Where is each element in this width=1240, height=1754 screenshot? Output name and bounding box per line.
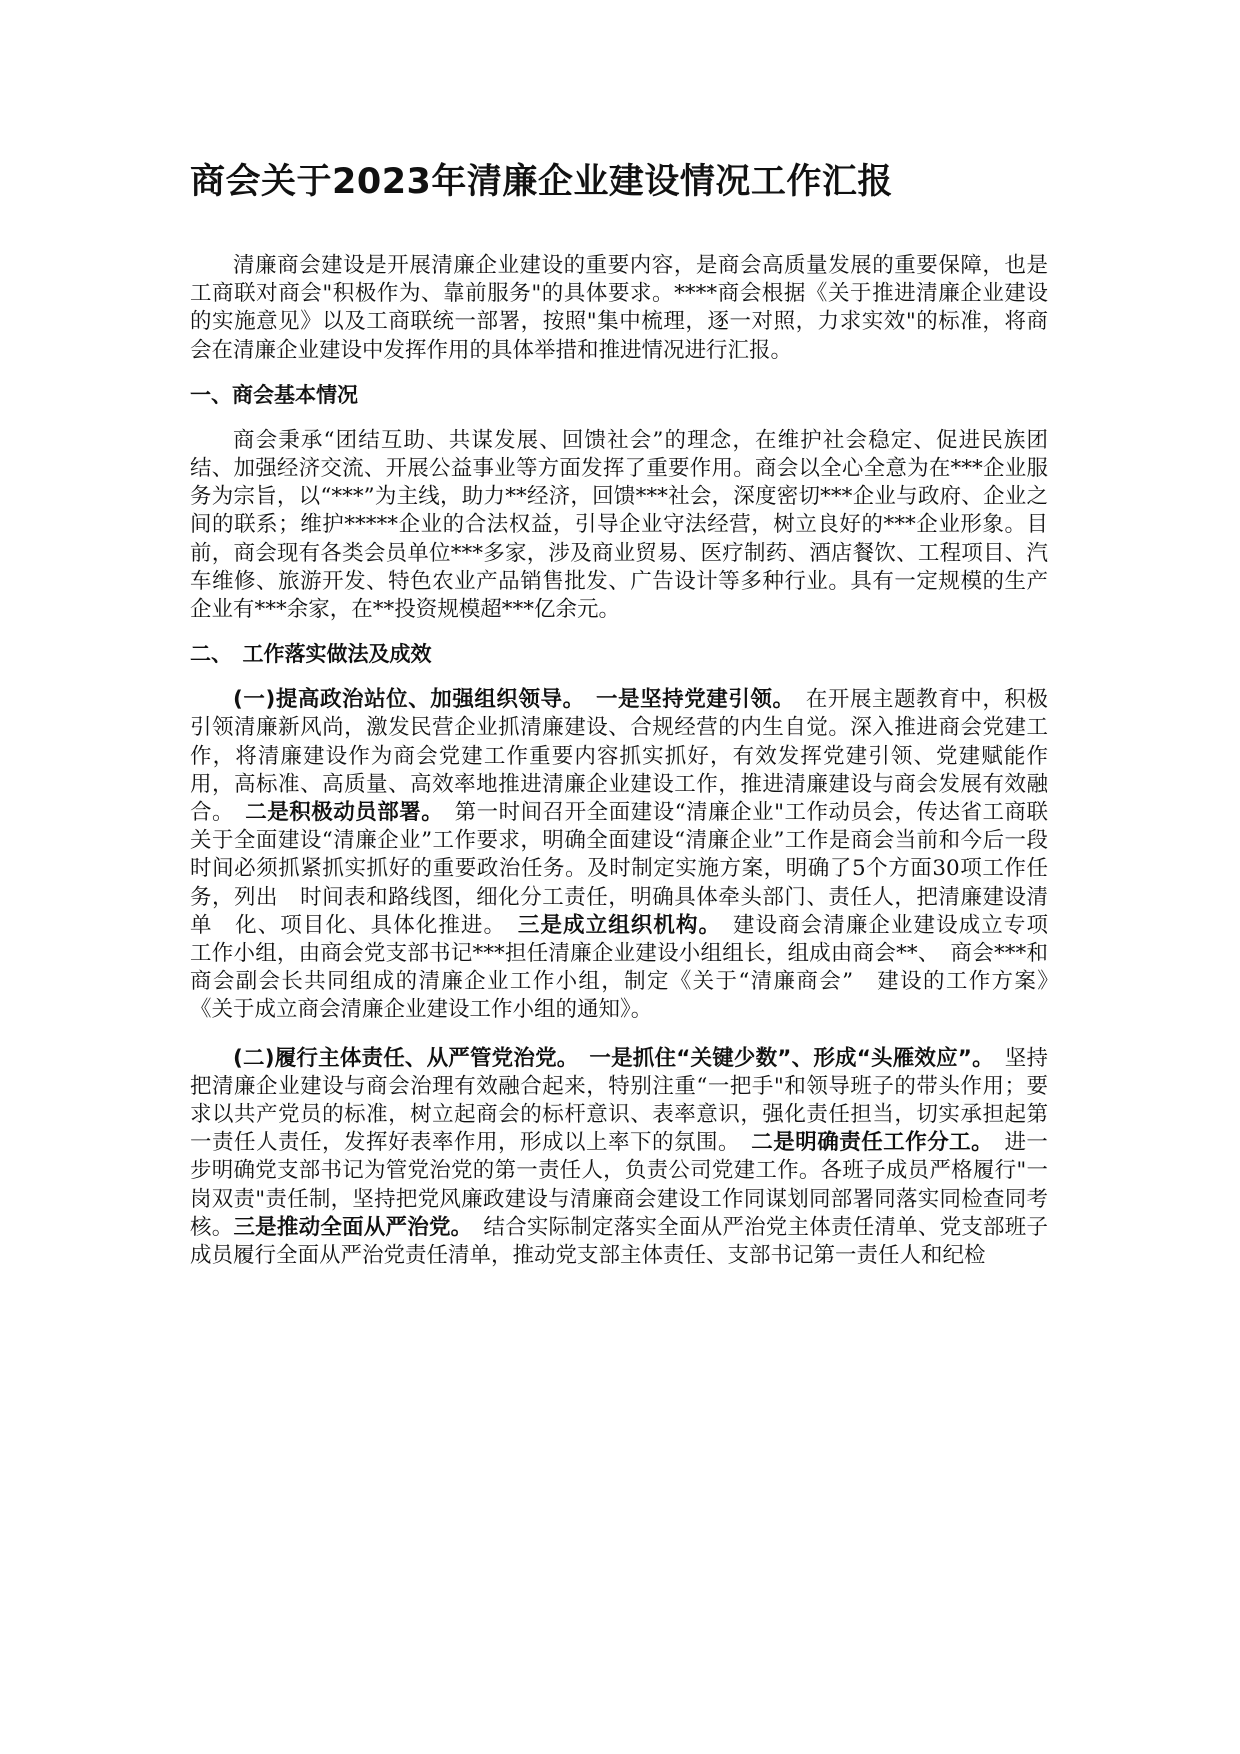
section-heading-basic: 一、商会基本情况 bbox=[190, 382, 358, 407]
subsection-2-title: (二)履行主体责任、从严管党治党。 bbox=[233, 1045, 568, 1071]
point-text: 进一步明确党支部书记为管党治党的第一责任人，负责公司党建工作。各班子成员严格履行"一 岗双责"责任制，坚持把党风廉政建设与清廉商会建设工作同谋划同部署同落实同检查同考核。 bbox=[190, 1130, 1070, 1240]
point-label: 二是明确责任工作分工。 bbox=[751, 1130, 983, 1156]
point-label: 一是坚持党建引领。 bbox=[596, 687, 784, 713]
point-text: 建设商会清廉企业建设成立专项 工作小组，由商会党支部书记***担任清廉企业建设小组组长，组成由商会**、 商会***和商会副会长共同组成的清廉企业工作小组，制定《关于“清廉商会” 建设的工作方案》 《关于成立商会清廉企业建设工作小组的通知》。 bbox=[190, 912, 1070, 1023]
point-text: 结合实际制定落实全面从严治党主体责任清单、党支部班子成员履行全面从严治党责任清单，推动党支部主体责任、支部书记第一责任人和纪检 bbox=[190, 1214, 1048, 1269]
point-text: 在开展主题教育中，积极引领清廉新风尚，激发民营企业抓清廉建设、合规经营的内生自觉。深入推进商会党建工作，将清廉建设作为商会党建工作重要内容抓实抓好，有效发挥党建引领、党建赋能作用，高标准、高质量、高效率地推进清廉企业建设工作，推进清廉建设与商会发展有效融合。 bbox=[190, 687, 1048, 826]
document-title: 商会关于2023年清廉企业建设情况工作汇报 bbox=[190, 162, 893, 202]
subsection-2-paragraph bbox=[190, 1045, 1070, 1271]
point-label: 三是成立组织机构。 bbox=[517, 912, 711, 938]
subsection-1-paragraph bbox=[190, 686, 1070, 1024]
section-heading-work: 二、 工作落实做法及成效 bbox=[190, 642, 432, 667]
point-label: 二是积极动员部署。 bbox=[245, 800, 433, 826]
point-label: 三是推动全面从严治党。 bbox=[233, 1214, 462, 1240]
basic-info-paragraph: 商会秉承“团结互助、共谋发展、回馈社会”的理念，在维护社会稳定、促进民族团结、加强经济交流、开展公益事业等方面发挥了重要作用。商会以全心全意为在***企业服务为宗旨，以“***”为主线，助力**经济，回馈***社会，深度密切***企业与政府、企业之间的联系；维护*****企业的合法权益，引导企业守法经营，树立良好的***企业形象。目前，商会现有各类会员单位***多家，涉及商业贸易、医疗制药、酒店餐饮、工程项目、汽车维修、旅游开发、特色农业产品销售批发、广告设计等多种行业。具有一定规模的生产企业有***余家，在**投资规模超***亿余元。 bbox=[190, 427, 1048, 623]
point-text: 第一时间召开全面建设“清廉企业"工作动员会，传达省工商联关于全面建设“清廉企业”工作要求，明确全面建设“清廉企业”工作是商会当前和今后一段时间必须抓紧抓实抓好的重要政治任务。及时制定实施方案，明确了5个方面30项工作任务，列出 时间表和路线图，细化分工责任，明确具体牵头部门、责任人，把清廉建设清单 化、项目化、具体化推进。 bbox=[190, 800, 1048, 938]
intro-paragraph: 清廉商会建设是开展清廉企业建设的重要内容，是商会高质量发展的重要保障，也是工商联对商会"积极作为、靠前服务"的具体要求。****商会根据《关于推进清廉企业建设的实施意见》以及工商联统一部署，按照"集中梳理，逐一对照，力求实效"的标准，将商会在清廉企业建设中发挥作用的具体举措和推进情况进行汇报。 bbox=[190, 253, 1048, 363]
document-page bbox=[190, 158, 1070, 1270]
point-text: 坚持把清廉企业建设与商会治理有效融合起来，特别注重“一把手"和领导班子的带头作用；要求以共产党员的标准，树立起商会的标杆意识、表率意识，强化责任担当，切实承担起第一责任人责任，发挥好表率作用，形成以上率下的氛围。 bbox=[190, 1045, 1048, 1156]
subsection-1-title: (一)提高政治站位、加强组织领导。 bbox=[233, 687, 574, 713]
point-label: 一是抓住“关键少数”、形成“头雁效应”。 bbox=[589, 1045, 984, 1071]
